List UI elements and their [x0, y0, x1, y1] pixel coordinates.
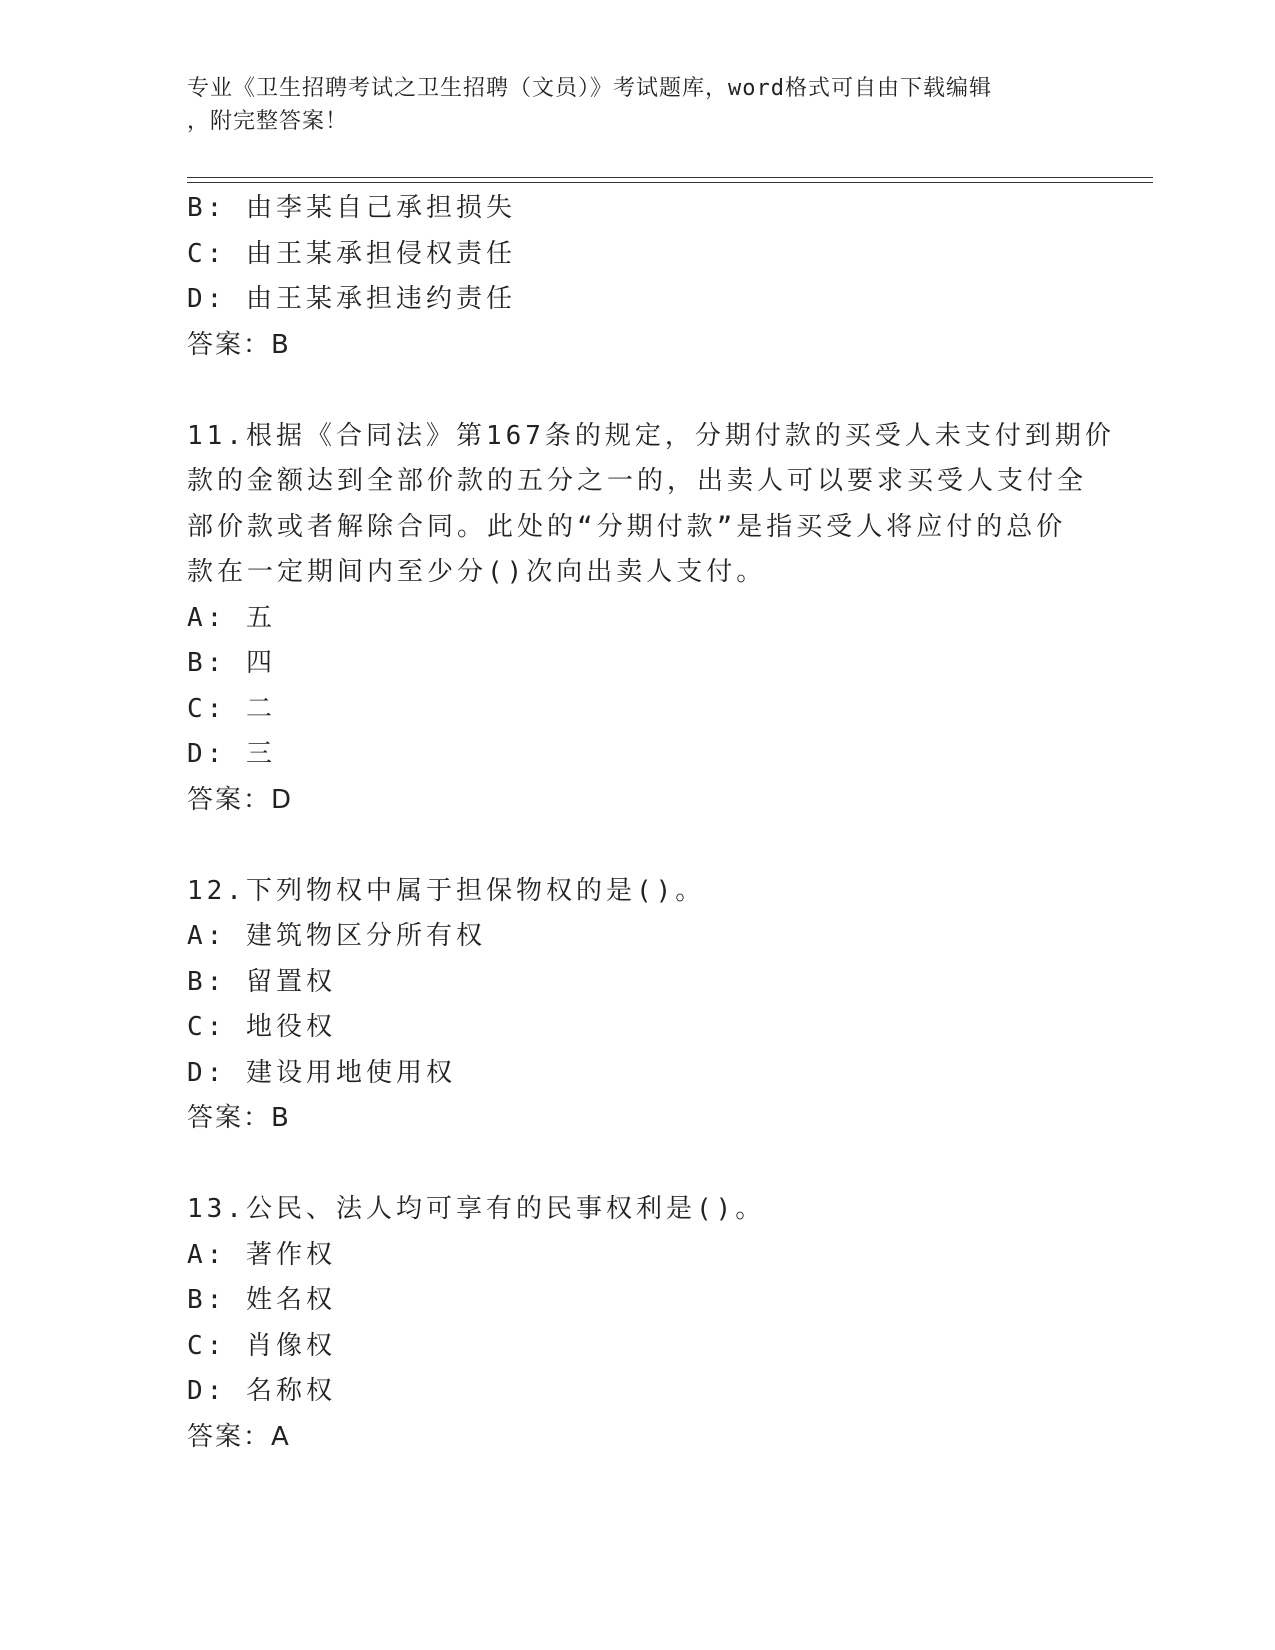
question-stem-line: 部价款或者解除合同。此处的“分期付款”是指买受人将应付的总价 — [187, 511, 1067, 542]
option-d: D: 由王某承担违约责任 — [187, 284, 516, 314]
answer-line: 答案：D — [187, 784, 294, 815]
option-a: A: 建筑物区分所有权 — [187, 921, 486, 951]
question-11 — [187, 414, 1115, 824]
option-d: D: 建设用地使用权 — [187, 1057, 456, 1088]
option-b: B: 四 — [187, 648, 276, 678]
question-12 — [187, 869, 1087, 1142]
question-stem-line: 12.下列物权中属于担保物权的是()。 — [187, 875, 706, 906]
document-header — [187, 72, 1067, 138]
answer-line: 答案：A — [187, 1421, 291, 1452]
answer-line: 答案：B — [187, 329, 291, 360]
header-line-2: ，附完整答案！ — [187, 109, 349, 134]
option-c: C: 二 — [187, 693, 276, 724]
question-stem-line: 款的金额达到全部价款的五分之一的，出卖人可以要求买受人支付全 — [187, 466, 1088, 496]
option-b: B: 留置权 — [187, 966, 336, 997]
option-d: D: 三 — [187, 739, 276, 769]
question-stem-line: 11.根据《合同法》第167条的规定，分期付款的买受人未支付到期价 — [187, 420, 1115, 451]
option-b: B: 姓名权 — [187, 1285, 336, 1315]
option-c: C: 地役权 — [187, 1012, 336, 1042]
spacer — [187, 1142, 1087, 1188]
option-a: A: 著作权 — [187, 1239, 336, 1270]
option-c: C: 肖像权 — [187, 1330, 336, 1361]
question-stem-line: 13.公民、法人均可享有的民事权利是()。 — [187, 1194, 766, 1224]
spacer — [187, 368, 1087, 414]
option-c: C: 由王某承担侵权责任 — [187, 238, 516, 269]
header-divider-bottom — [187, 182, 1153, 183]
question-13 — [187, 1187, 1087, 1460]
header-divider-top — [187, 177, 1153, 178]
question-10-continued — [187, 186, 1087, 368]
question-list — [187, 186, 1115, 1460]
answer-line: 答案：B — [187, 1103, 291, 1133]
option-d: D: 名称权 — [187, 1376, 336, 1406]
option-b: B: 由李某自己承担损失 — [187, 193, 516, 223]
option-a: A: 五 — [187, 602, 276, 633]
question-stem-line: 款在一定期间内至少分()次向出卖人支付。 — [187, 557, 767, 587]
header-line-1: 专业《卫生招聘考试之卫生招聘（文员）》考试题库，word格式可自由下载编辑 — [187, 76, 992, 101]
spacer — [187, 823, 1087, 869]
